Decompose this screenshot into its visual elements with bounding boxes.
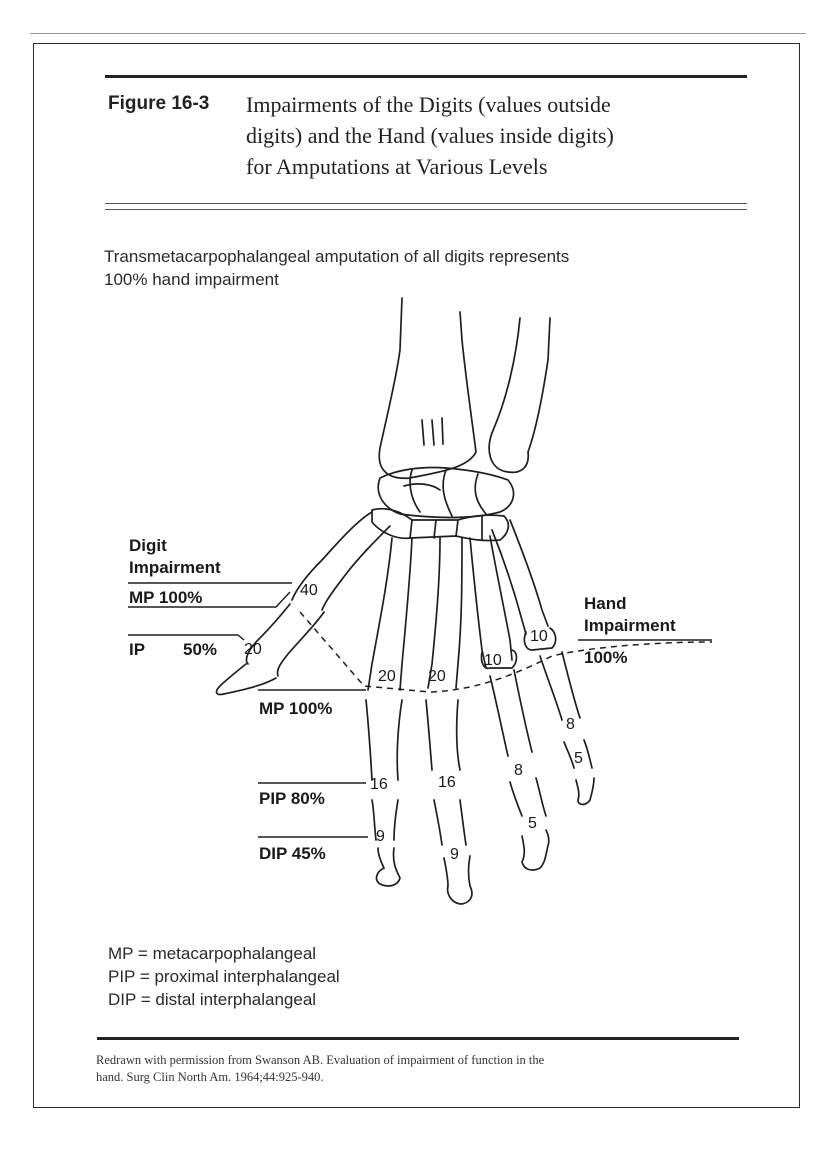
finger-mp-digit-value: MP 100%: [259, 699, 333, 718]
middle-proximal-phalanx: [426, 700, 460, 770]
footer-rule: [97, 1037, 739, 1040]
finger-pip-digit-value: PIP 80%: [259, 789, 325, 808]
little-metacarpal: [492, 520, 548, 634]
footnote-line-1: Redrawn with permission from Swanson AB. Evaluation of impairment of function in the: [96, 1053, 545, 1067]
subtitle-line-1: Transmetacarpophalangeal amputation of all digits represents: [104, 247, 570, 266]
figure-title-line-1: Impairments of the Digits (values outside: [246, 92, 611, 117]
middle-mp-hand-value: 20: [428, 668, 446, 685]
digit-impairment-heading-line-2: Impairment: [129, 558, 221, 577]
ring-proximal-phalanx: [490, 670, 532, 756]
little-mp-hand-value: 10: [530, 628, 548, 645]
index-proximal-phalanx: [366, 700, 402, 780]
little-distal-phalanx: [576, 778, 594, 805]
thumb-proximal-phalanx: [246, 604, 324, 676]
index-mp-hand-value: 20: [378, 668, 396, 685]
subtitle-line-2: 100% hand impairment: [104, 270, 279, 289]
middle-metacarpal: [428, 538, 462, 688]
digit-impairment-heading-line-1: Digit: [129, 536, 167, 555]
source-footnote: [96, 1052, 746, 1086]
little-pip-hand-value: 8: [566, 716, 575, 733]
middle-pip-hand-value: 16: [438, 774, 456, 791]
index-pip-hand-value: 16: [370, 776, 388, 793]
index-dip-hand-value: 9: [376, 828, 385, 845]
thumb-ip-hand-value: 20: [244, 641, 262, 658]
radius-shaft-marks: [422, 418, 443, 445]
figure-title-line-2: digits) and the Hand (values inside digits): [246, 123, 614, 148]
finger-dip-digit-value: DIP 45%: [259, 844, 326, 863]
ring-distal-phalanx: [522, 830, 549, 870]
thumb-ip-digit-value: 50%: [183, 640, 218, 659]
ring-metacarpal: [470, 536, 512, 668]
legend-dip: DIP = distal interphalangeal: [108, 990, 317, 1009]
abbreviation-legend: [108, 942, 340, 1011]
thumb-ip-abbr: IP: [129, 640, 146, 659]
legend-pip: PIP = proximal interphalangeal: [108, 967, 340, 986]
thumb-mp-hand-value: 40: [300, 582, 318, 599]
figure-number: Figure 16-3: [108, 93, 210, 114]
little-proximal-phalanx: [540, 652, 580, 720]
carpal-row-distal: [372, 509, 508, 541]
middle-middle-phalanx: [434, 800, 466, 845]
carpal-row-proximal: [378, 467, 513, 517]
footnote-line-2: hand. Surg Clin North Am. 1964;44:925-940.: [96, 1070, 324, 1084]
ring-middle-phalanx: [510, 778, 546, 816]
hand-impairment-heading-line-1: Hand: [584, 594, 627, 613]
middle-dip-hand-value: 9: [450, 846, 459, 863]
ulna-bone: [489, 318, 550, 472]
figure-title-line-3: for Amputations at Various Levels: [246, 154, 548, 179]
radius-bone: [379, 298, 476, 478]
little-dip-hand-value: 5: [574, 750, 583, 767]
ring-dip-hand-value: 5: [528, 815, 537, 832]
legend-mp: MP = metacarpophalangeal: [108, 944, 317, 963]
ring-pip-hand-value: 8: [514, 762, 523, 779]
hand-impairment-value: 100%: [584, 648, 628, 667]
thumb-mp-digit-value: MP 100%: [129, 588, 203, 607]
hand-impairment-heading-line-2: Impairment: [584, 616, 676, 635]
index-distal-phalanx: [377, 848, 400, 886]
ring-mp-hand-value: 10: [484, 652, 502, 669]
